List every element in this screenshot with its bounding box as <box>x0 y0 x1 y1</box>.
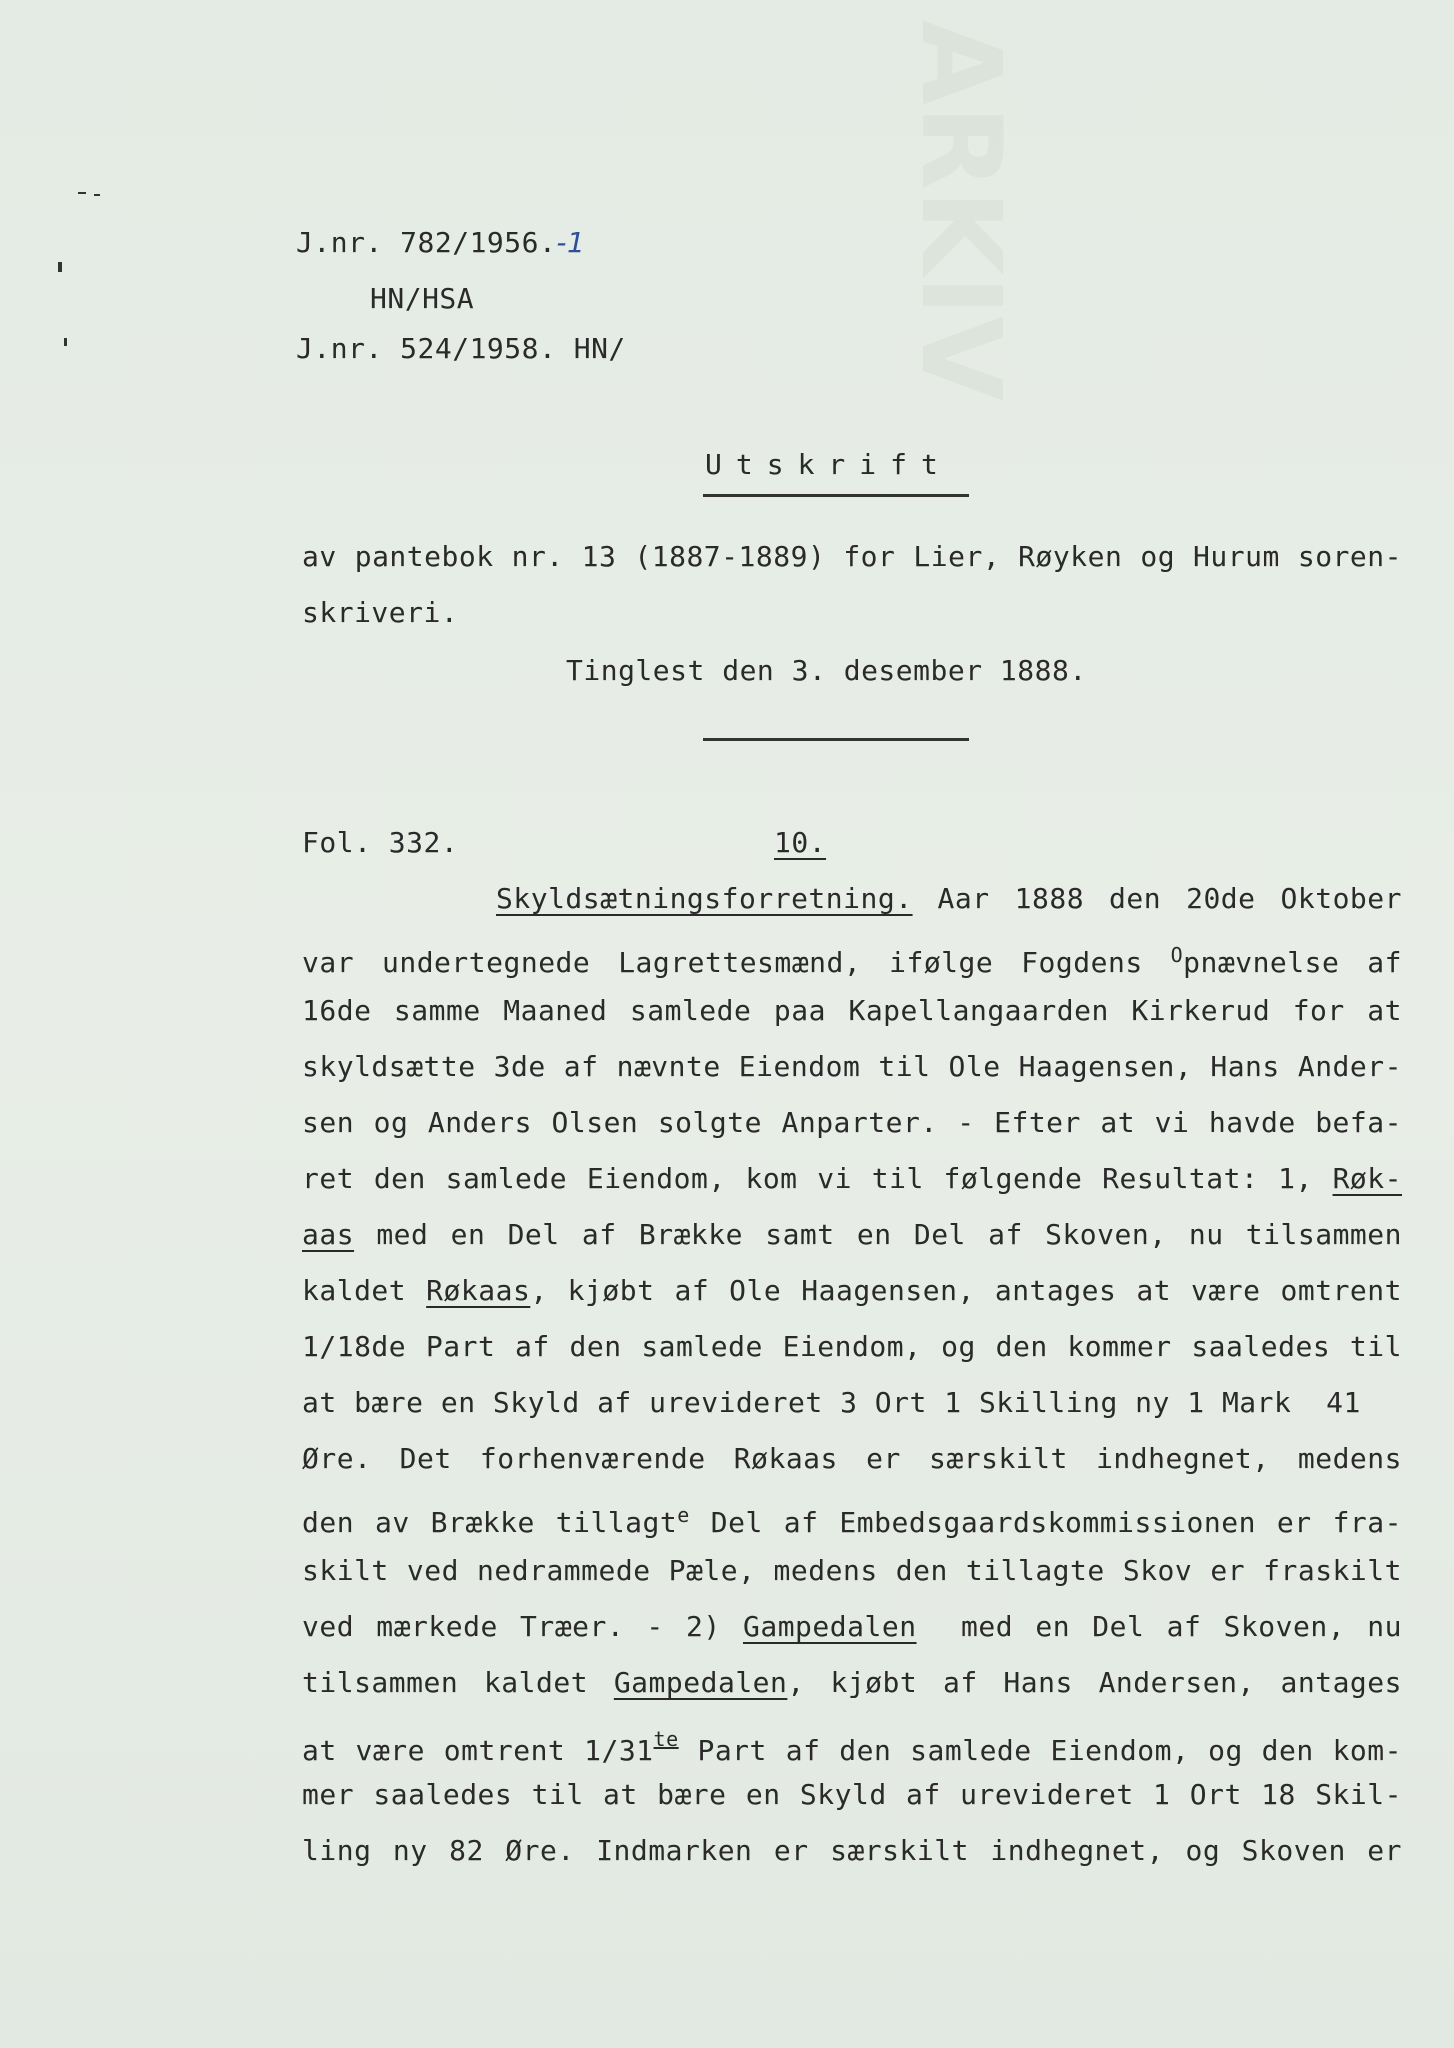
body-line-18: ling ny 82 Øre. Indmarken er særskilt indhegnet, og Skoven er <box>302 1834 1402 1867</box>
journal-number-1: J.nr. 782/1956.-1 <box>296 226 586 259</box>
body-line-17: mer saaledes til at bære en Skyld af urevideret 1 Ort 18 Skil- <box>302 1778 1402 1811</box>
body-line-10: at bære en Skyld af urevideret 3 Ort 1 Skilling ny 1 Mark 41 <box>302 1386 1361 1419</box>
margin-mark <box>78 192 86 194</box>
margin-mark <box>58 262 62 272</box>
body-line-16: at være omtrent $1/31^{te}$ Part af den samlede Eiendom, og den kom- <box>302 1727 1402 1767</box>
body-line-9: 1/18de Part af den samlede Eiendom, og den kommer saaledes til <box>302 1330 1402 1363</box>
body-line-14: ved mærkede Træer. - 2) Gampedalen med en Del af Skoven, nu <box>302 1610 1403 1643</box>
margin-mark <box>94 194 100 196</box>
body-line-6: ret den samlede Eiendom, kom vi til følgende Resultat: 1, Røk- <box>302 1162 1402 1195</box>
folio-number: Fol. 332. <box>302 826 459 859</box>
registration-date: Tinglest den 3. desember 1888. <box>566 654 1087 687</box>
subtitle-line-1: av pantebok nr. 13 (1887-1889) for Lier, Røyken og Hurum soren- <box>302 540 1402 573</box>
document-title: Utskrift <box>705 448 952 481</box>
watermark: ARKIV <box>897 20 1025 402</box>
body-line-2: var undertegnede Lagrettesmænd, ifølge Fogdens $^O$pnævnelse af <box>302 943 1402 979</box>
body-line-15: tilsammen kaldet Gampedalen, kjøbt af Hans Andersen, antages <box>302 1666 1403 1699</box>
body-line-4: skyldsætte 3de af nævnte Eiendom til Ole Haagensen, Hans Ander- <box>302 1050 1402 1083</box>
initials: HN/HSA <box>370 282 475 315</box>
body-line-3: 16de samme Maaned samlede paa Kapellangaarden Kirkerud for at <box>302 994 1402 1027</box>
section-divider <box>703 738 969 741</box>
margin-mark <box>64 338 67 346</box>
body-line-1: Skyldsætningsforretning. Aar 1888 den 20de Oktober <box>496 882 1402 915</box>
journal-number-2: J.nr. 524/1958. HN/ <box>296 332 626 365</box>
body-line-11: Øre. Det forhenværende Røkaas er særskilt indhegnet, medens <box>302 1442 1402 1475</box>
title-underline <box>703 494 969 497</box>
body-line-13: skilt ved nedrammede Pæle, medens den tillagte Skov er fraskilt <box>302 1554 1402 1587</box>
entry-number: 10. <box>774 826 827 859</box>
body-line-7: aas med en Del af Brække samt en Del af Skoven, nu tilsammen <box>302 1218 1402 1251</box>
body-line-8: kaldet Røkaas, kjøbt af Ole Haagensen, antages at være omtrent <box>302 1274 1402 1307</box>
subtitle-line-2: skriveri. <box>302 596 459 629</box>
body-line-12: den av Brække tillagt$^e$ Del af Embedsgaardskommissionen er fra- <box>302 1503 1402 1539</box>
body-line-5: sen og Anders Olsen solgte Anparter. - Efter at vi havde befa- <box>302 1106 1402 1139</box>
handwritten-annotation: -1 <box>556 226 586 259</box>
